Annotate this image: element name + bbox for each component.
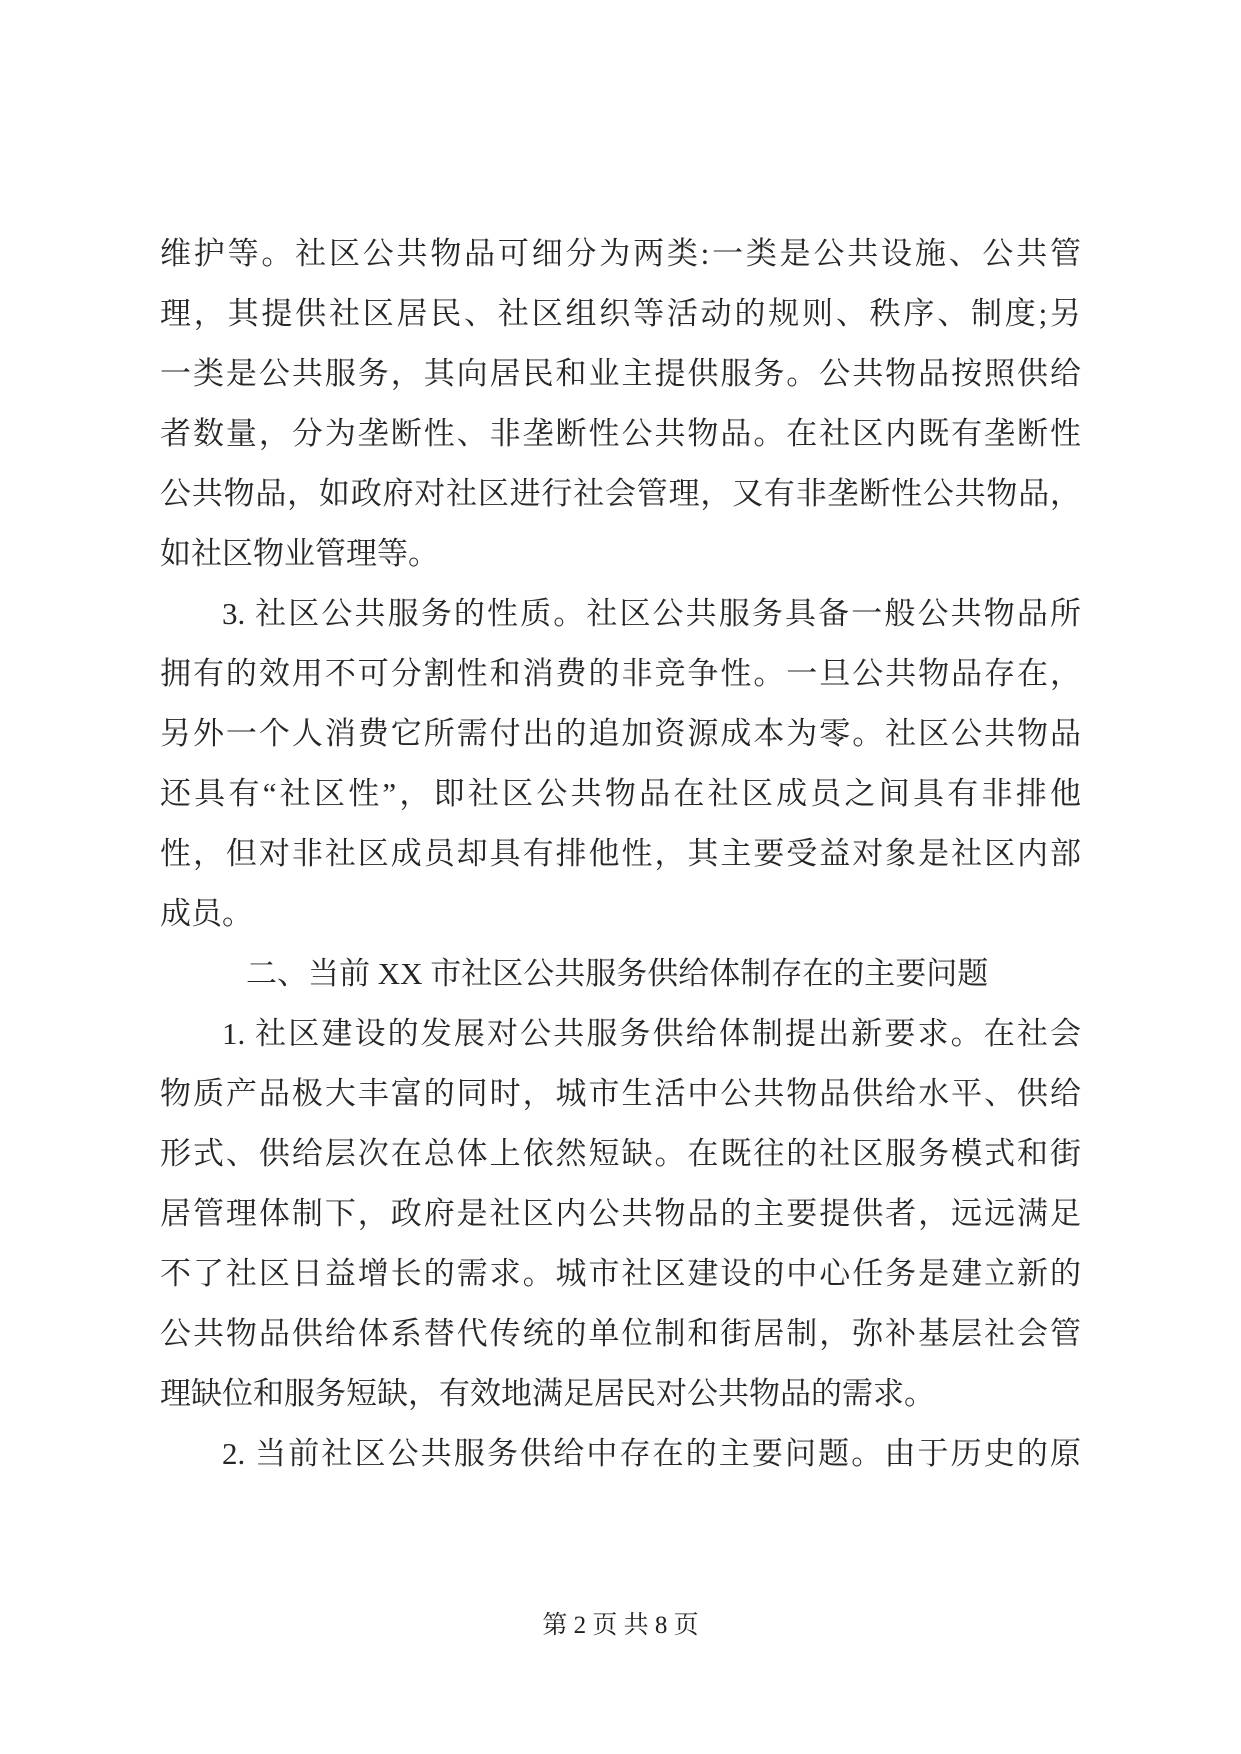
text-line: 理，其提供社区居民、社区组织等活动的规则、秩序、制度;另: [160, 296, 1081, 331]
page-number-label: 第 2 页 共 8 页: [542, 1612, 699, 1639]
text-line: 二、当前 XX 市社区公共服务供给体制存在的主要问题: [246, 956, 989, 991]
page-footer: [0, 1610, 1241, 1642]
text-line: 理缺位和服务短缺，有效地满足居民对公共物品的需求。: [160, 1376, 935, 1411]
text-line: 公共物品供给体系替代传统的单位制和街居制，弥补基层社会管: [160, 1316, 1081, 1351]
text-line: 2. 当前社区公共服务供给中存在的主要问题。由于历史的原: [222, 1436, 1081, 1471]
text-line: 者数量，分为垄断性、非垄断性公共物品。在社区内既有垄断性: [160, 416, 1081, 451]
text-line: 另外一个人消费它所需付出的追加资源成本为零。社区公共物品: [160, 716, 1081, 751]
text-line: 形式、供给层次在总体上依然短缺。在既往的社区服务模式和街: [160, 1136, 1081, 1171]
section-heading: [160, 944, 1081, 1004]
text-line: 还具有“社区性”，即社区公共物品在社区成员之间具有非排他: [160, 776, 1081, 811]
text-line: 拥有的效用不可分割性和消费的非竞争性。一旦公共物品存在，: [160, 656, 1081, 691]
paragraph: [160, 224, 1081, 584]
text-line: 如社区物业管理等。: [160, 536, 439, 571]
text-line: 居管理体制下，政府是社区内公共物品的主要提供者，远远满足: [160, 1196, 1081, 1231]
document-body: [160, 224, 1081, 1484]
text-line: 维护等。社区公共物品可细分为两类:一类是公共设施、公共管: [160, 236, 1081, 271]
text-line: 不了社区日益增长的需求。城市社区建设的中心任务是建立新的: [160, 1256, 1081, 1291]
paragraph: [160, 1424, 1081, 1484]
text-line: 成员。: [160, 896, 253, 931]
paragraph: [160, 1004, 1081, 1424]
text-line: 1. 社区建设的发展对公共服务供给体制提出新要求。在社会: [222, 1016, 1081, 1051]
text-line: 一类是公共服务，其向居民和业主提供服务。公共物品按照供给: [160, 356, 1081, 391]
text-line: 3. 社区公共服务的性质。社区公共服务具备一般公共物品所: [222, 596, 1081, 631]
text-line: 公共物品，如政府对社区进行社会管理，又有非垄断性公共物品，: [160, 476, 1081, 511]
text-line: 性，但对非社区成员却具有排他性，其主要受益对象是社区内部: [160, 836, 1081, 871]
paragraph: [160, 584, 1081, 944]
text-line: 物质产品极大丰富的同时，城市生活中公共物品供给水平、供给: [160, 1076, 1081, 1111]
